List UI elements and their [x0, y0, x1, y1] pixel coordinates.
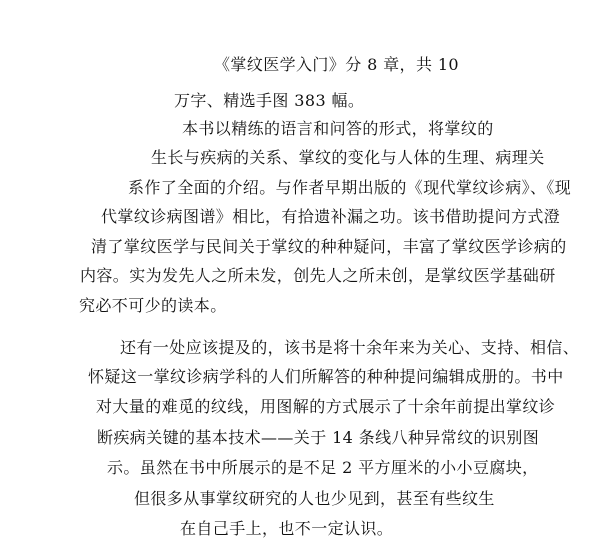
text-line: 清了掌纹医学与民间关于掌纹的种种疑问，丰富了掌纹医学诊病的: [91, 237, 567, 256]
text-line: 但很多从事掌纹研究的人也少见到，甚至有些纹生: [134, 489, 495, 508]
text-line: 本书以精练的语言和问答的形式，将掌纹的: [182, 119, 494, 138]
text-line: 生长与疾病的关系、掌纹的变化与人体的生理、病理关: [151, 148, 545, 167]
text-line: 断疾病关键的基本技术——关于 14 条线八种异常纹的识别图: [97, 428, 540, 447]
text-line: 怀疑这一掌纹诊病学科的人们所解答的种种提问编辑成册的。书中: [88, 367, 564, 386]
text-line: 万字、精选手图 383 幅。: [174, 91, 365, 110]
text-line: 《掌纹医学入门》分 8 章，共 10: [214, 55, 459, 74]
text-line: 系作了全面的介绍。与作者早期出版的《现代掌纹诊病》、《现: [128, 178, 572, 197]
text-line: 代掌纹诊病图谱》相比，有拾遗补漏之功。该书借助提问方式澄: [101, 207, 561, 226]
text-line: 对大量的难觅的纹线，用图解的方式展示了十余年前提出掌纹诊: [96, 397, 556, 416]
text-line: 在自己手上，也不一定认识。: [180, 519, 394, 538]
text-line: 示。虽然在书中所展示的是不足 2 平方厘米的小小豆腐块，: [107, 458, 539, 477]
text-line: 还有一处应该提及的，该书是将十余年来为关心、支持、相信、: [120, 338, 580, 357]
text-line: 究必不可少的读本。: [79, 296, 227, 315]
text-line: 内容。实为发先人之所未发，创先人之所未创，是掌纹医学基础研: [80, 266, 556, 285]
